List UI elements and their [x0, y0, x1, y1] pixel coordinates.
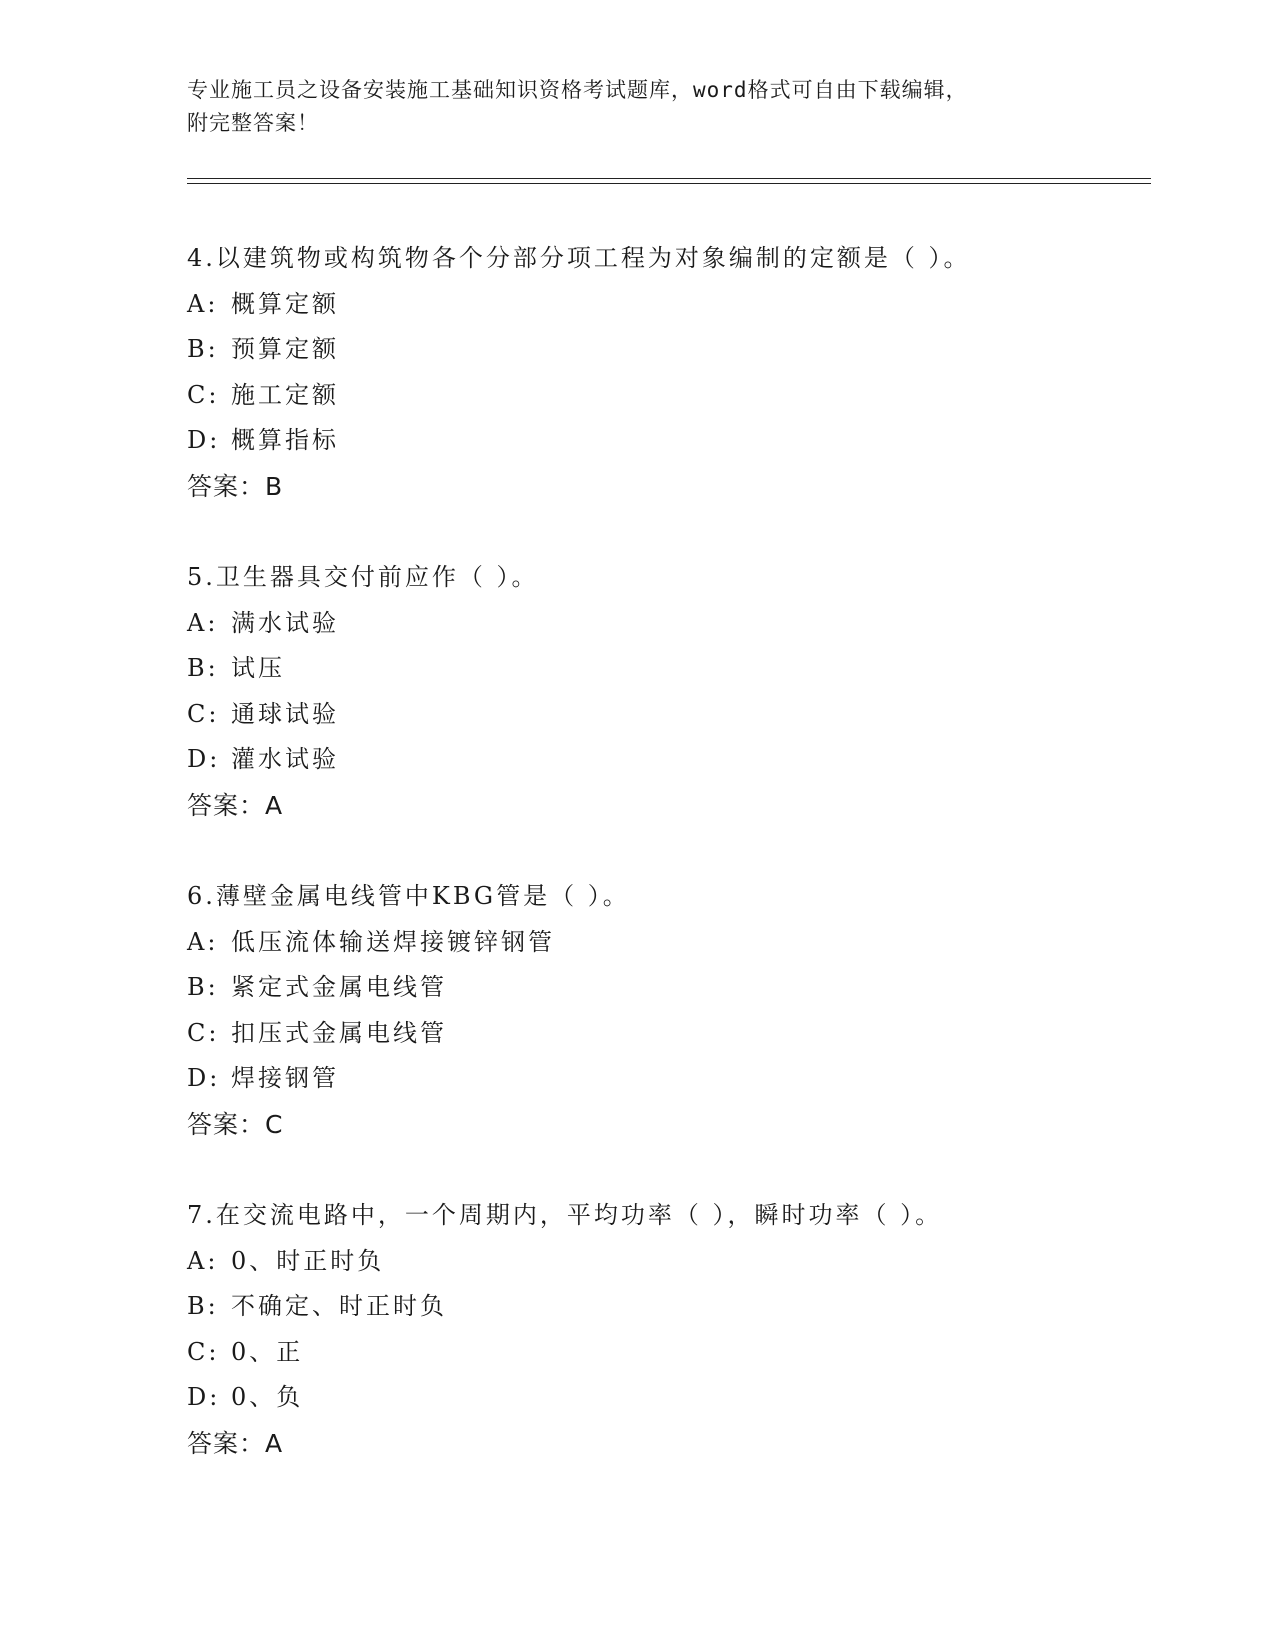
option-c: [187, 1011, 1147, 1057]
question-5: [187, 555, 1147, 829]
option-letter: B:: [187, 1292, 219, 1321]
option-d: [187, 1056, 1147, 1102]
question-stem: 6.薄壁金属电线管中KBG管是（ ）。: [187, 882, 630, 910]
option-c: [187, 1330, 1147, 1376]
answer-line: 答案：C: [187, 1109, 284, 1139]
option-text: 概算指标: [231, 426, 339, 455]
option-text: 预算定额: [231, 335, 339, 364]
answer-line: 答案：A: [187, 790, 284, 820]
header-divider-bottom: [187, 183, 1151, 184]
option-letter: B:: [187, 654, 219, 683]
option-letter: B:: [187, 335, 219, 364]
option-text: 紧定式金属电线管: [231, 973, 447, 1002]
option-b: [187, 965, 1147, 1011]
option-letter: C:: [187, 1018, 220, 1047]
document-header: [187, 74, 1067, 140]
answer-line: 答案：A: [187, 1428, 284, 1458]
option-text: 灌水试验: [231, 745, 339, 774]
header-line-2: 附完整答案！: [187, 111, 319, 135]
option-b: [187, 327, 1147, 373]
option-text: 0、正: [231, 1337, 304, 1366]
option-text: 焊接钢管: [231, 1064, 339, 1093]
option-d: [187, 418, 1147, 464]
option-letter: D:: [187, 426, 221, 455]
question-6: [187, 874, 1147, 1148]
answer-line: 答案：B: [187, 471, 284, 501]
option-text: 概算定额: [231, 289, 339, 318]
option-text: 施工定额: [231, 380, 339, 409]
option-letter: D:: [187, 745, 221, 774]
option-text: 0、时正时负: [231, 1246, 385, 1275]
question-stem: 7.在交流电路中，一个周期内，平均功率（ ），瞬时功率（ ）。: [187, 1201, 943, 1229]
option-a: [187, 282, 1147, 328]
option-letter: C:: [187, 1337, 220, 1366]
header-line-1: 专业施工员之设备安装施工基础知识资格考试题库，word格式可自由下载编辑，: [187, 78, 968, 102]
option-letter: A:: [187, 1246, 219, 1275]
question-stem: 4.以建筑物或构筑物各个分部分项工程为对象编制的定额是（ ）。: [187, 244, 971, 272]
option-text: 满水试验: [231, 608, 339, 637]
option-letter: A:: [187, 289, 219, 318]
option-d: [187, 1375, 1147, 1421]
option-d: [187, 737, 1147, 783]
option-b: [187, 1284, 1147, 1330]
option-text: 不确定、时正时负: [231, 1292, 447, 1321]
option-letter: A:: [187, 927, 219, 956]
option-text: 0、负: [231, 1383, 304, 1412]
option-letter: B:: [187, 973, 219, 1002]
option-letter: D:: [187, 1064, 221, 1093]
option-c: [187, 373, 1147, 419]
option-text: 扣压式金属电线管: [231, 1018, 447, 1047]
option-letter: C:: [187, 380, 220, 409]
question-stem: 5.卫生器具交付前应作（ ）。: [187, 563, 539, 591]
option-text: 低压流体输送焊接镀锌钢管: [231, 927, 555, 956]
option-a: [187, 920, 1147, 966]
option-text: 通球试验: [231, 699, 339, 728]
option-letter: C:: [187, 699, 220, 728]
option-a: [187, 1239, 1147, 1285]
option-c: [187, 692, 1147, 738]
option-letter: A:: [187, 608, 219, 637]
question-4: [187, 236, 1147, 510]
option-letter: D:: [187, 1383, 221, 1412]
header-divider-top: [187, 178, 1151, 179]
option-b: [187, 646, 1147, 692]
option-text: 试压: [231, 654, 285, 683]
question-7: [187, 1193, 1147, 1467]
option-a: [187, 601, 1147, 647]
